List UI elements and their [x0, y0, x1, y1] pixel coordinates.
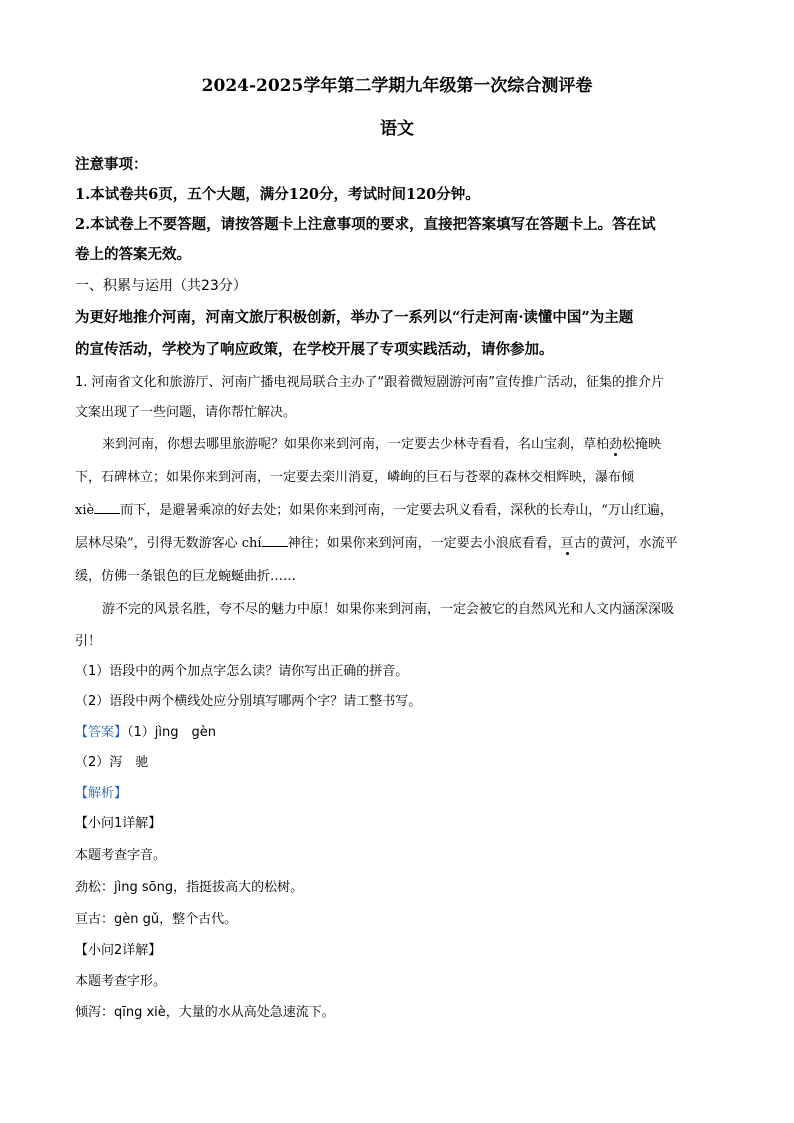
passage-line-6: 游不完的风景名胜，夸不尽的魅力中原！如果你来到河南，一定会被它的自然风光和人文内涵深深吸: [102, 602, 675, 617]
section-1-heading: 一、积累与运用（共23分）: [75, 278, 247, 294]
analysis-part-1-intro: 本题考查字音。: [75, 848, 167, 863]
section-1-intro-line-2: 的宣传活动，学校为了响应政策，在学校开展了专项实践活动，请你参加。: [75, 341, 554, 358]
notice-heading: 注意事项：: [75, 156, 148, 173]
passage-text: 而下，是避暑乘凉的好去处；如果你来到河南，一定要去巩义看看，深秋的长寿山，“万山红遍，: [120, 503, 673, 518]
fill-blank: [94, 501, 120, 514]
passage-text: 神往；如果你来到河南，一定要去小浪底看看，: [287, 536, 561, 551]
passage-line-2: 下，石碑林立；如果你来到河南，一定要去栾川消夏，嶙峋的巨石与苍翠的森林交相辉映，瀑布倾: [75, 470, 635, 485]
passage-line-3: [75, 499, 673, 518]
dotted-character: 亘: [561, 532, 574, 551]
notice-item-2-line-2: 卷上的答案无效。: [75, 246, 191, 263]
analysis-label: 【解析】: [75, 786, 128, 801]
dotted-character: 劲: [609, 433, 622, 452]
section-1-intro-line-1: 为更好地推介河南，河南文旅厅积极创新，举办了一系列以“行走河南·读懂中国”为主题: [75, 309, 634, 326]
passage-line-5: 缓，仿佛一条银色的巨龙蜿蜒曲折……: [75, 569, 297, 584]
passage-text: 古的黄河，水流平: [573, 536, 678, 551]
sub-question-1: （1）语段中的两个加点字怎么读？请你写出正确的拼音。: [75, 664, 409, 679]
analysis-part-1-line-1: 劲松：jìng sōng，指挺拔高大的松树。: [75, 880, 304, 895]
notice-item-2-line-1: 2.本试卷上不要答题，请按答题卡上注意事项的要求，直接把答案填写在答题卡上。答在试: [75, 216, 656, 233]
question-1-stem-line-2: 文案出现了一些问题，请你帮忙解决。: [75, 405, 297, 420]
question-1-stem-line-1: 1. 河南省文化和旅游厅、河南广播电视局联合主办了“跟着微短剧游河南”宣传推广活动，征集的推介片: [75, 375, 665, 390]
answer-line-2: （2）泻 驰: [75, 755, 149, 770]
fill-blank: [262, 534, 288, 547]
passage-line-4: [75, 532, 678, 551]
subject-title: 语文: [380, 119, 414, 139]
analysis-part-2-line-1: 倾泻：qīng xiè，大量的水从高处急速流下。: [75, 1005, 335, 1020]
analysis-part-2-label: 【小问2详解】: [75, 943, 162, 958]
pinyin-hint: xiè: [75, 503, 95, 518]
passage-line-7: 引！: [75, 634, 102, 649]
sub-question-2: （2）语段中两个横线处应分别填写哪两个字？请工整书写。: [75, 694, 422, 709]
analysis-part-2-intro: 本题考查字形。: [75, 974, 167, 989]
passage-text: 层林尽染”，引得无数游客心 chí: [75, 536, 262, 551]
passage-line-1: [102, 433, 661, 452]
analysis-part-1-line-2: 亘古：gèn gǔ，整个古代。: [75, 912, 238, 927]
notice-item-1: 1.本试卷共6页，五个大题，满分120分，考试时间120分钟。: [75, 186, 480, 203]
exam-title: 2024-2025学年第二学期九年级第一次综合测评卷: [201, 76, 593, 96]
answer-label: 【答案】: [75, 725, 128, 740]
answer-line-1: [75, 721, 216, 740]
answer-text: （1）jìng gèn: [127, 725, 216, 740]
analysis-part-1-label: 【小问1详解】: [75, 816, 162, 831]
passage-text: 来到河南，你想去哪里旅游呢？如果你来到河南，一定要去少林寺看看，名山宝刹，草柏: [102, 437, 610, 452]
passage-text: 松掩映: [622, 437, 662, 452]
